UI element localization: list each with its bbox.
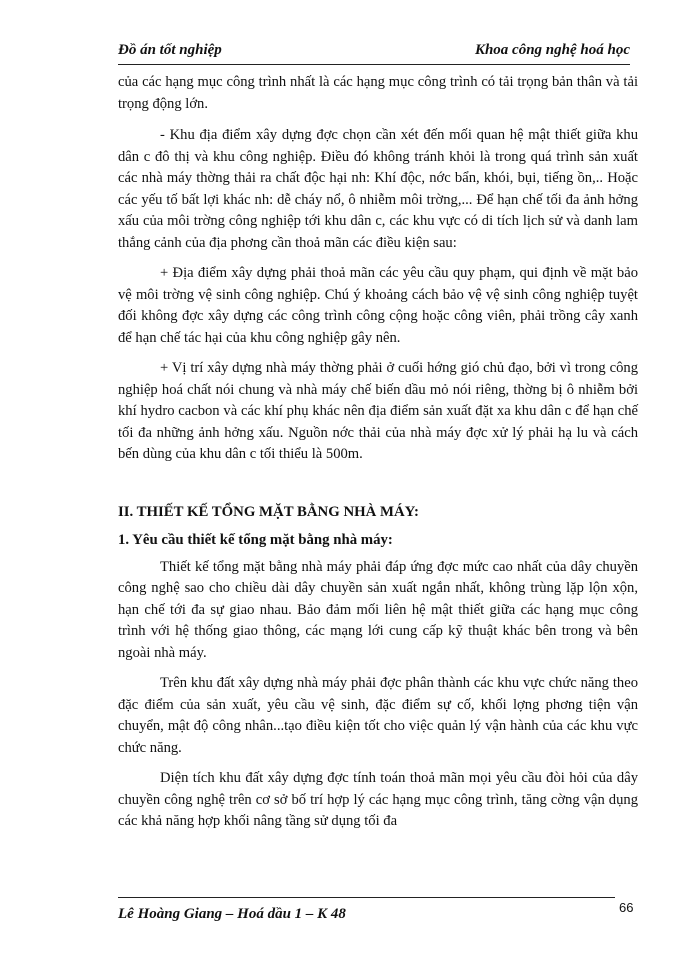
paragraph-site-requirements: + Địa điểm xây dựng phải thoả mãn các yêu cầu quy phạm, qui định về mặt bảo vệ môi trờng vệ sinh công nghiệp. Chú ý khoảng cách bảo vệ vệ sinh công nghiệp tuyệt đối không đợc xây dựng các công trình công cộng hoặc công viên, phải trồng cây xanh để hạn chế tác hại của khu công nghiệp gây nên. — [118, 265, 638, 346]
paragraph-land-area: Diện tích khu đất xây dựng đợc tính toán thoả mãn mọi yêu cầu đòi hỏi của dây chuyền công nghệ trên cơ sở bố trí hợp lý các hạng mục công trình, tăng cờng vận dụng các khả năng hợp khối nâng tầng sử dụng tối đa — [118, 770, 638, 829]
header-document-title: Đồ án tốt nghiệp — [118, 42, 222, 58]
sub-heading: 1. Yêu cầu thiết kế tổng mặt bằng nhà máy: — [118, 531, 393, 548]
paragraph-layout-design: Thiết kế tổng mặt bằng nhà máy phải đáp ứng đợc mức cao nhất của dây chuyền công nghệ sao cho chiều dài dây chuyền sản xuất ngắn nhất, không trùng lặp lộn xộn, hạn chế tới đa sự giao nhau. Bảo đảm mối liên hệ mật thiết giữa các hạng mục công trình với hệ thống giao thông, các mạng lới cung cấp kỹ thuật khác bên trong và bên ngoài nhà máy. — [118, 558, 638, 661]
section-gap — [118, 475, 638, 501]
page-number: 66 — [619, 900, 634, 915]
paragraph-functional-zones: Trên khu đất xây dựng nhà máy phải đợc phân thành các khu vực chức năng theo đặc điểm của sản xuất, yêu cầu vệ sinh, đặc điểm sự cố, khối lợng phơng tiện vận chuyển, mật độ công nhân...tạo điều kiện tốt cho việc quản lý vận hành của các khu vực chức năng. — [118, 675, 638, 756]
header-faculty: Khoa công nghệ hoá học — [474, 42, 630, 58]
footer-divider — [118, 897, 615, 898]
section-heading: II. THIẾT KẾ TỔNG MẶT BẰNG NHÀ MÁY: — [118, 503, 419, 520]
footer-author: Lê Hoàng Giang – Hoá dầu 1 – K 48 — [118, 906, 346, 922]
paragraph-site-relation: - Khu địa điểm xây dựng đợc chọn cần xét đến mối quan hệ mật thiết giữa khu dân c đô thị và khu công nghiệp. Điều đó không tránh khỏi là trong quá trình sản xuất các nhà máy thờng thải ra chất độc hại nh: Khí độc, nớc bẩn, khói, bụi, tiếng ồn,.. Hoặc các yếu tố bất lợi khác nh: dễ cháy nổ, ô nhiễm môi trờng,... Để hạn chế tối đa ảnh hởng xấu của môi trờng công nghiệp tới khu dân c, các khu vực có di tích lịch sử và danh lam thắng cảnh của địa phơng cần thoả mãn các điều kiện sau: — [118, 127, 638, 251]
document-body — [118, 72, 638, 842]
page-header — [118, 38, 630, 65]
paragraph-site-location: + Vị trí xây dựng nhà máy thờng phải ở cuối hớng gió chủ đạo, bởi vì trong công nghiệp hoá chất nói chung và nhà máy chế biến dầu mỏ nói riêng, thờng bị ô nhiễm bởi khí hydro cacbon và các khí phụ khác nên địa điểm sản xuất đặt xa khu dân c để hạn chế tối đa những ảnh hởng xấu. Nguồn nớc thải của nhà máy đợc xử lý phải hạ lu và cách bến dùng của khu dân c tối thiểu là 500m. — [118, 360, 638, 462]
paragraph-continuation: của các hạng mục công trình nhất là các hạng mục công trình có tải trọng bản thân và tải trọng động lớn. — [118, 74, 638, 112]
